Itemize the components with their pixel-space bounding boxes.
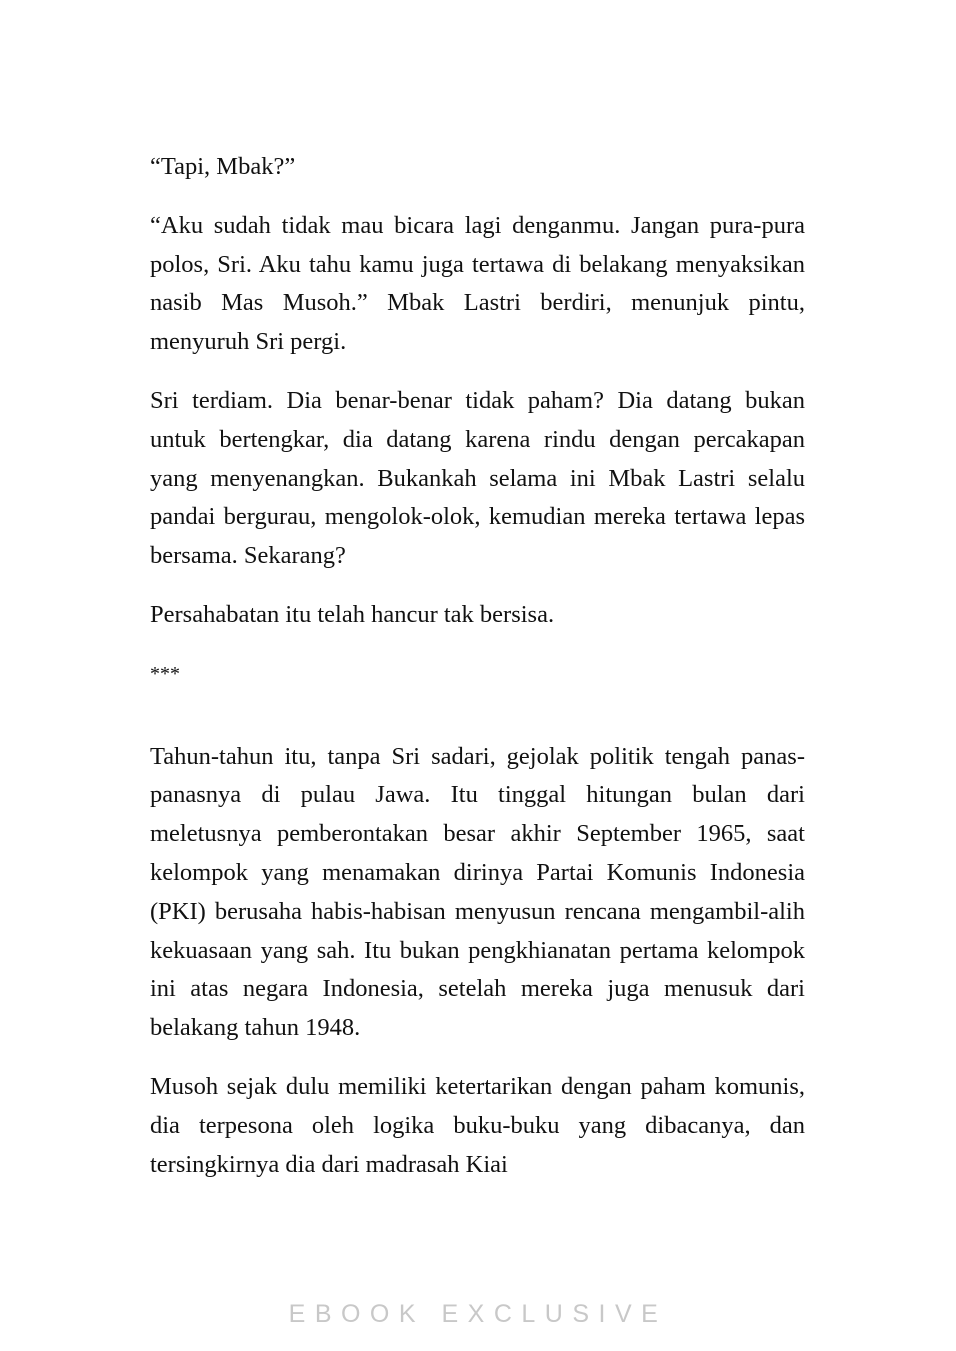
page-body [150,148,805,1204]
paragraph-musoh-communism: Musoh sejak dulu memiliki ketertarikan dengan paham komunis, dia terpesona oleh logika buku-buku yang dibacanya, dan tersingkirnya dia dari madrasah Kiai [150,1072,805,1178]
section-separator: *** [150,662,180,685]
paragraph-lastri-reply: “Aku sudah tidak mau bicara lagi denganmu. Jangan pura-pura polos, Sri. Aku tahu kamu juga tertawa di belakang menyaksikan nasib Mas Musoh.” Mbak Lastri berdiri, menunjuk pintu, menyuruh Sri pergi. [150,211,805,356]
paragraph-political-turmoil: Tahun-tahun itu, tanpa Sri sadari, gejolak politik tengah panas-panasnya di pulau Jawa. Itu tinggal hitungan bulan dari meletusnya pemberontakan besar akhir September 1965, saat kelompok yang menamakan dirinya Partai Komunis Indonesia (PKI) berusaha habis-habisan menyusun rencana mengambil-alih kekuasaan yang sah. Itu bukan pengkhianatan pertama kelompok ini atas negara Indonesia, setelah mereka juga menusuk dari belakang tahun 1948. [150,742,805,1042]
paragraph-sri-silent: Sri terdiam. Dia benar-benar tidak paham? Dia datang bukan untuk bertengkar, dia datang karena rindu dengan percakapan yang menyenangkan. Bukankah selama ini Mbak Lastri selalu pandai bergurau, mengolok-olok, kemudian mereka tertawa lepas bersama. Sekarang? [150,386,805,570]
footer-watermark: EBOOK EXCLUSIVE [288,1300,668,1328]
separator-spacing [150,714,805,738]
paragraph-friendship-broken: Persahabatan itu telah hancur tak bersisa. [150,600,555,628]
paragraph-dialogue-question: “Tapi, Mbak?” [150,153,296,180]
